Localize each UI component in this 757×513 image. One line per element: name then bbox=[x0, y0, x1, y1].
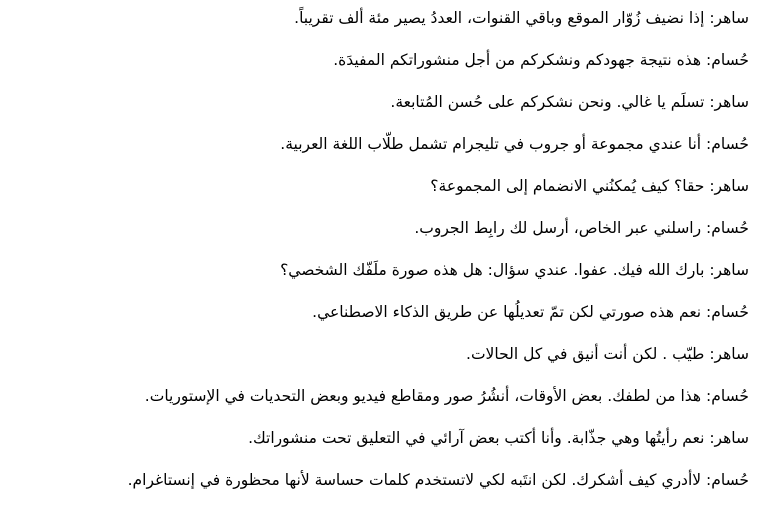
speaker-name: ساهر: bbox=[709, 177, 749, 195]
dialogue-line bbox=[8, 298, 749, 326]
speaker-name: حُسام: bbox=[706, 135, 749, 153]
line-text: طيّب . لكن أنت أنيق في كل الحالات. bbox=[466, 345, 705, 363]
line-text: حقا؟ كيف يُمكنُني الانضمام إلى المجموعة؟ bbox=[430, 177, 705, 195]
line-text: بارك الله فيك. عفوا. عندي سؤال: هل هذه صورة ملَفّك الشخصي؟ bbox=[280, 261, 705, 279]
dialogue-line bbox=[8, 340, 749, 368]
line-text: لاأدري كيف أشكرك. لكن انتَبه لكي لاتستخدم كلمات حساسة لأنها محظورة في إنستاغرام. bbox=[127, 471, 702, 489]
speaker-name: حُسام: bbox=[706, 387, 749, 405]
dialogue-line bbox=[8, 46, 749, 74]
speaker-name: ساهر: bbox=[709, 345, 749, 363]
dialogue-line bbox=[8, 256, 749, 284]
speaker-name: ساهر: bbox=[709, 429, 749, 447]
line-text: إذا نضيف زُوّار الموقع وباقي القنوات، العددُ يصير مئة ألف تقريباً. bbox=[294, 9, 705, 27]
dialogue-line bbox=[8, 4, 749, 32]
dialogue-line bbox=[8, 88, 749, 116]
dialogue-line bbox=[8, 214, 749, 242]
speaker-name: حُسام: bbox=[706, 219, 749, 237]
line-text: هذا من لطفك. بعض الأوقات، أنشُرُ صور ومقاطع فيديو وبعض التحديات في الإستوريات. bbox=[144, 387, 702, 405]
speaker-name: ساهر: bbox=[709, 93, 749, 111]
speaker-name: حُسام: bbox=[706, 303, 749, 321]
dialogue-line bbox=[8, 424, 749, 452]
dialogue-line bbox=[8, 172, 749, 200]
line-text: نعم رأيتُها وهي جذّابة. وأنا أكتب بعض آرائي في التعليق تحت منشوراتك. bbox=[248, 429, 705, 447]
dialogue-line bbox=[8, 130, 749, 158]
line-text: راسلني عبر الخاص، أرسل لك رابِط الجروب. bbox=[414, 219, 702, 237]
line-text: هذه نتيجة جهودكم ونشكركم من أجل منشوراتكم المفيدَة. bbox=[333, 51, 702, 69]
line-text: أنا عندي مجموعة أو جروب في تليجرام تشمل طلّاب اللغة العربية. bbox=[280, 135, 702, 153]
line-text: نعم هذه صورتي لكن تمّ تعديلُها عن طريق الذكاء الاصطناعي. bbox=[312, 303, 702, 321]
speaker-name: حُسام: bbox=[706, 51, 749, 69]
line-text: تسلَم يا غالي. ونحن نشكركم على حُسن المُتابعة. bbox=[390, 93, 705, 111]
dialogue-line bbox=[8, 466, 749, 494]
speaker-name: ساهر: bbox=[709, 9, 749, 27]
speaker-name: حُسام: bbox=[706, 471, 749, 489]
speaker-name: ساهر: bbox=[709, 261, 749, 279]
dialogue-line bbox=[8, 382, 749, 410]
